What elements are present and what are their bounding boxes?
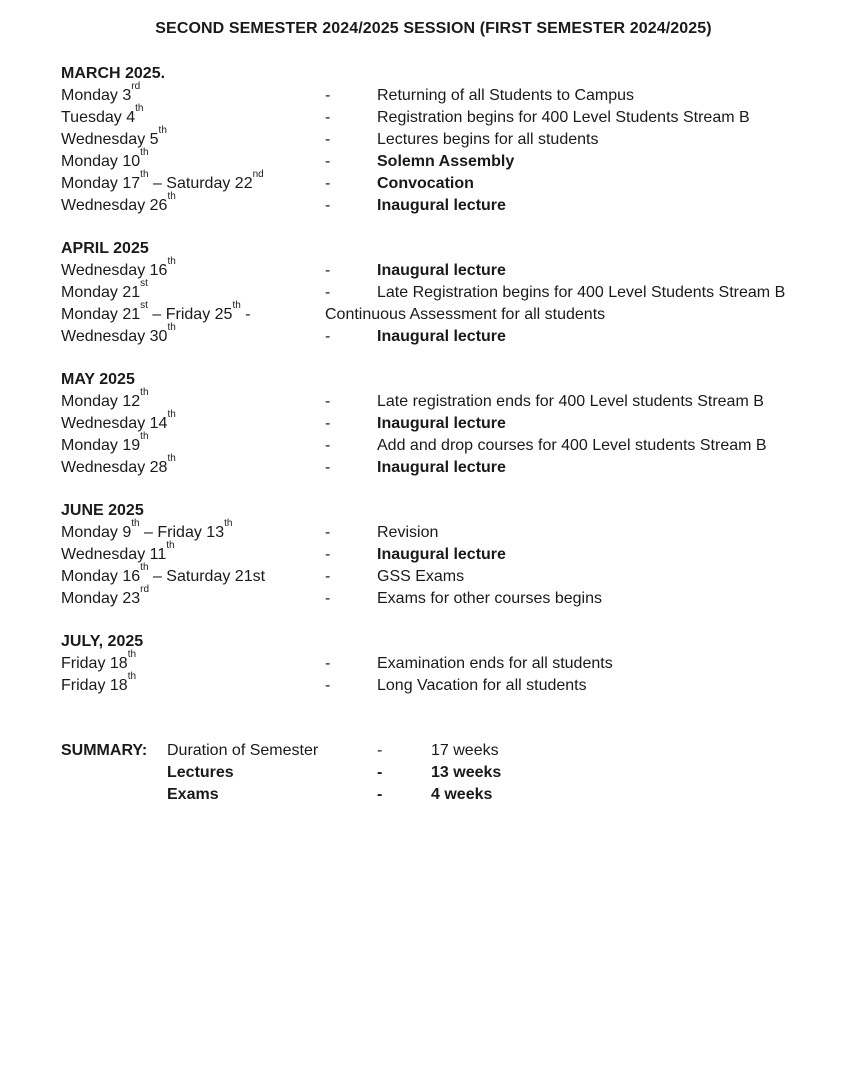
row-date: Monday 16th – Saturday 21st — [61, 562, 266, 585]
ordinal-suffix: th — [167, 322, 176, 333]
summary-value: 13 weeks — [431, 764, 502, 781]
row-dash: - — [325, 415, 331, 432]
schedule-row — [61, 649, 861, 675]
schedule-row — [61, 278, 861, 304]
summary-label: Duration of Semester — [167, 742, 319, 759]
ordinal-suffix: st — [140, 278, 148, 289]
row-date: Wednesday 14th — [61, 409, 176, 432]
row-event: Revision — [377, 524, 439, 541]
schedule-row — [61, 147, 861, 173]
row-date: Monday 3rd — [61, 81, 141, 104]
row-dash: - — [325, 655, 331, 672]
row-dash: - — [325, 459, 331, 476]
ordinal-suffix: th — [232, 300, 241, 311]
schedule-row — [61, 191, 861, 217]
row-event: Returning of all Students to Campus — [377, 87, 635, 104]
row-event: Late registration ends for 400 Level students Stream B — [377, 393, 764, 410]
month-heading: JULY, 2025 — [61, 633, 144, 650]
row-date: Wednesday 5th — [61, 125, 167, 148]
row-date: Wednesday 26th — [61, 191, 176, 214]
schedule-row — [61, 671, 861, 697]
summary-block — [61, 740, 661, 806]
ordinal-suffix: th — [167, 191, 176, 202]
row-event: Examination ends for all students — [377, 655, 613, 672]
row-date: Monday 21st – Friday 25th - — [61, 300, 251, 323]
row-dash: - — [325, 437, 331, 454]
row-dash: - — [325, 524, 331, 541]
schedule-row — [61, 584, 861, 610]
schedule-row — [61, 256, 861, 282]
schedule-row — [61, 125, 861, 151]
schedule-row — [61, 453, 861, 479]
ordinal-suffix: th — [135, 103, 144, 114]
summary-label: Exams — [167, 786, 219, 803]
schedule-row — [61, 322, 861, 348]
ordinal-suffix: th — [167, 453, 176, 464]
month-heading: MARCH 2025. — [61, 65, 166, 82]
ordinal-suffix: th — [140, 562, 149, 573]
month-section — [61, 500, 861, 610]
row-date: Wednesday 16th — [61, 256, 176, 279]
ordinal-suffix: th — [140, 147, 149, 158]
row-event: Convocation — [377, 175, 474, 192]
row-dash: - — [325, 328, 331, 345]
row-date: Monday 9th – Friday 13th — [61, 518, 233, 541]
document-title: SECOND SEMESTER 2024/2025 SESSION (FIRST SEMESTER 2024/2025) — [155, 20, 712, 37]
row-event: GSS Exams — [377, 568, 465, 585]
row-date: Wednesday 30th — [61, 322, 176, 345]
summary-dash: - — [377, 786, 383, 803]
row-event: Inaugural lecture — [377, 459, 506, 476]
schedule-row — [61, 518, 861, 544]
ordinal-suffix: rd — [140, 584, 150, 595]
row-date: Tuesday 4th — [61, 103, 144, 126]
row-dash: - — [325, 109, 331, 126]
row-dash: - — [325, 153, 331, 170]
row-date: Friday 18th — [61, 671, 137, 694]
row-date: Monday 10th — [61, 147, 149, 170]
row-date: Monday 23rd — [61, 584, 150, 607]
schedule-row — [61, 431, 861, 457]
row-date: Monday 17th – Saturday 22nd — [61, 169, 264, 192]
row-event: Late Registration begins for 400 Level Students Stream B — [377, 284, 786, 301]
row-dash: - — [325, 568, 331, 585]
ordinal-suffix: st — [140, 300, 148, 311]
row-dash: - — [325, 175, 331, 192]
row-dash: - — [325, 393, 331, 410]
ordinal-suffix: th — [127, 671, 137, 682]
row-date: Wednesday 28th — [61, 453, 176, 476]
row-dash: - — [325, 131, 331, 148]
summary-row — [61, 784, 661, 806]
ordinal-suffix: th — [166, 540, 175, 551]
month-section — [61, 238, 861, 348]
ordinal-suffix: th — [167, 409, 176, 420]
ordinal-suffix: th — [224, 518, 233, 529]
schedule-row — [61, 169, 861, 195]
summary-dash: - — [377, 742, 383, 759]
summary-row — [61, 740, 661, 762]
row-event: Inaugural lecture — [377, 328, 506, 345]
row-event: Lectures begins for all students — [377, 131, 599, 148]
summary-row — [61, 762, 661, 784]
row-date: Wednesday 11th — [61, 540, 175, 563]
row-event: Exams for other courses begins — [377, 590, 602, 607]
row-event: Add and drop courses for 400 Level students Stream B — [377, 437, 767, 454]
schedule-row — [61, 409, 861, 435]
row-event: Inaugural lecture — [377, 546, 506, 563]
ordinal-suffix: rd — [131, 81, 141, 92]
ordinal-suffix: th — [140, 387, 149, 398]
row-dash: - — [325, 197, 331, 214]
schedule-row — [61, 387, 861, 413]
month-heading: JUNE 2025 — [61, 502, 144, 519]
row-event: Inaugural lecture — [377, 262, 506, 279]
ordinal-suffix: th — [167, 256, 176, 267]
month-heading: MAY 2025 — [61, 371, 135, 388]
month-heading: APRIL 2025 — [61, 240, 149, 257]
ordinal-suffix: th — [131, 518, 140, 529]
ordinal-suffix: th — [127, 649, 137, 660]
month-section — [61, 631, 861, 697]
ordinal-suffix: th — [158, 125, 167, 136]
schedule-row — [61, 540, 861, 566]
summary-value: 17 weeks — [431, 742, 499, 759]
row-dash: - — [325, 87, 331, 104]
ordinal-suffix: th — [140, 169, 149, 180]
row-date: Monday 19th — [61, 431, 149, 454]
row-event: Long Vacation for all students — [377, 677, 587, 694]
row-date: Friday 18th — [61, 649, 137, 672]
schedule-row — [61, 81, 861, 107]
row-dash: - — [325, 677, 331, 694]
row-dash: - — [325, 546, 331, 563]
month-section — [61, 63, 861, 217]
row-dash: - — [325, 284, 331, 301]
ordinal-suffix: nd — [252, 169, 264, 180]
row-dash: - — [325, 590, 331, 607]
row-event: Inaugural lecture — [377, 415, 506, 432]
row-event: Registration begins for 400 Level Students Stream B — [377, 109, 750, 126]
summary-dash: - — [377, 764, 383, 781]
month-section — [61, 369, 861, 479]
row-dash: - — [325, 262, 331, 279]
row-date: Monday 12th — [61, 387, 149, 410]
summary-value: 4 weeks — [431, 786, 493, 803]
ordinal-suffix: th — [140, 431, 149, 442]
schedule-row — [61, 300, 861, 326]
row-event: Inaugural lecture — [377, 197, 506, 214]
summary-label: Lectures — [167, 764, 234, 781]
summary-heading: SUMMARY: — [61, 742, 148, 759]
schedule-row — [61, 562, 861, 588]
row-event: Solemn Assembly — [377, 153, 515, 170]
row-date: Monday 21st — [61, 278, 148, 301]
row-event: Continuous Assessment for all students — [325, 306, 606, 323]
schedule-row — [61, 103, 861, 129]
